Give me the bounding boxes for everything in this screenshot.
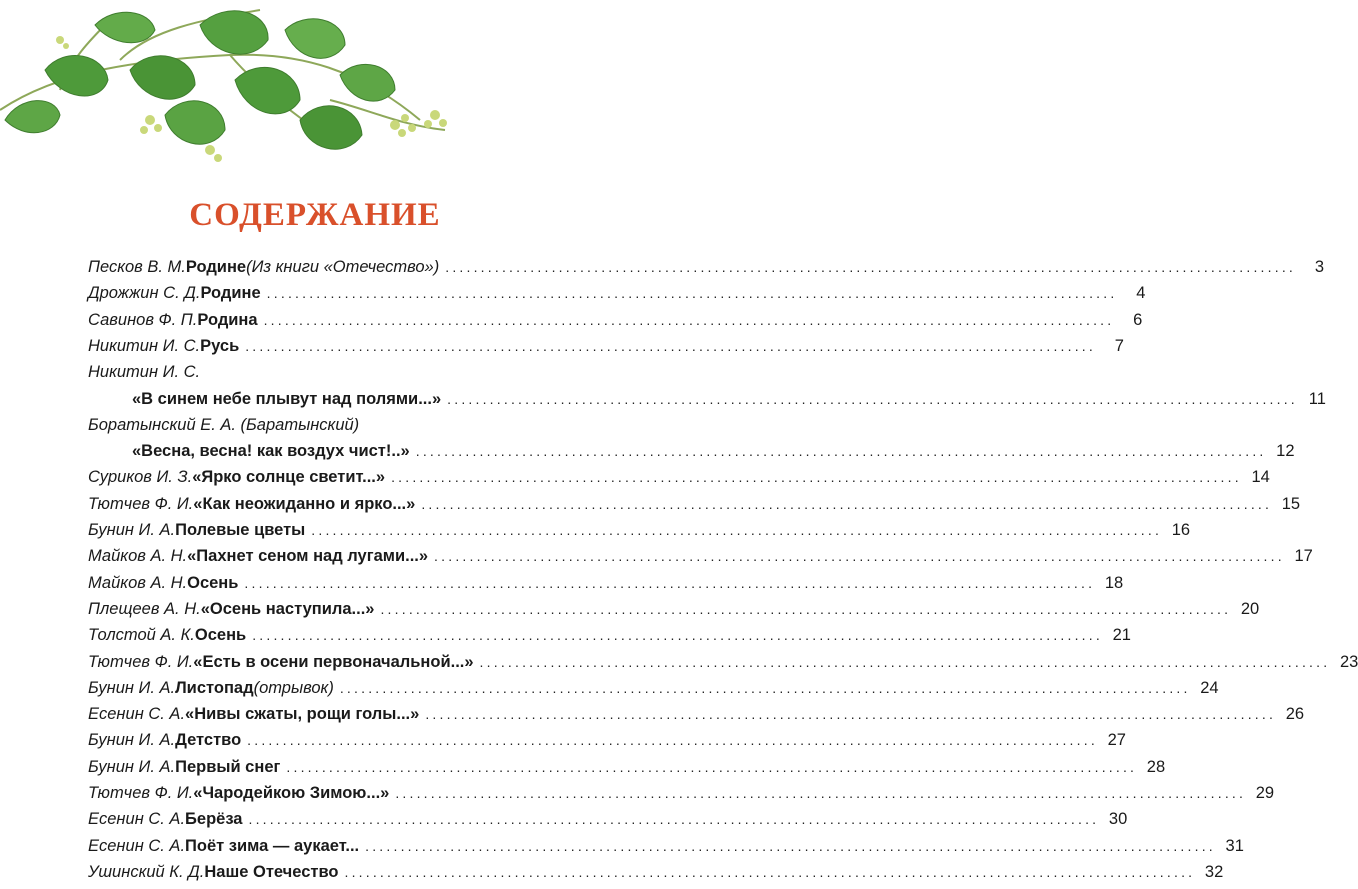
toc-entry (88, 521, 1191, 547)
dot-leader: ........................................................................................................................ (434, 548, 1285, 565)
toc-title: Русь (200, 336, 240, 355)
toc-author: Толстой А. К. (88, 626, 195, 645)
dot-leader: ........................................................................................................................ (445, 259, 1296, 275)
toc-entry (88, 284, 1146, 310)
toc-note: (Из книги «Отечество») (246, 258, 440, 276)
toc-page-number: 24 (1200, 678, 1219, 697)
toc-entry (88, 258, 1324, 284)
toc-title: «Как неожиданно и ярко...» (193, 494, 416, 513)
toc-entry (88, 705, 1305, 731)
dot-leader: ........................................................................................................................ (311, 522, 1163, 538)
toc-page-number: 16 (1171, 521, 1191, 539)
toc-title: «Весна, весна! как воздух чист!..» (132, 442, 410, 461)
toc-author: Майков А. Н. (88, 547, 188, 566)
toc-author: Есенин С. А. (88, 810, 186, 829)
toc-entry (88, 336, 1124, 363)
toc-page-number: 23 (1339, 652, 1358, 671)
toc-page-number: 21 (1112, 626, 1131, 645)
toc-title: Родина (197, 310, 258, 329)
toc-author: Боратынский Е. А. (Баратынский) (88, 415, 360, 434)
toc-page-number: 31 (1225, 836, 1244, 855)
toc-page-number: 29 (1255, 784, 1275, 802)
dot-leader: ........................................................................................................................ (421, 495, 1273, 512)
toc-entry (88, 652, 1358, 679)
toc-entry (132, 389, 1326, 416)
toc-page-number: 27 (1107, 731, 1126, 750)
toc-title: «Пахнет сеном над лугами...» (187, 547, 429, 566)
toc-page-number: 3 (1314, 258, 1324, 276)
dot-leader: ........................................................................................................................ (395, 785, 1247, 801)
toc-author: Плещеев А. Н. (88, 599, 201, 618)
toc-author: Бунин И. А. (88, 678, 176, 697)
toc-entry (88, 363, 628, 389)
toc-page-number: 4 (1136, 284, 1146, 303)
toc-entry (88, 468, 1270, 494)
toc-title: «В синем небе плывут над полями...» (132, 389, 442, 408)
toc-title: Родине (200, 284, 261, 303)
dot-leader: ........................................................................................................................ (391, 469, 1242, 486)
dot-leader: ........................................................................................................................ (248, 811, 1100, 828)
dot-leader: ........................................................................................................................ (425, 706, 1277, 723)
toc-entry (88, 678, 1219, 705)
toc-author: Бунин И. А. (88, 757, 176, 776)
toc-page-number: 6 (1133, 310, 1143, 329)
toc-author: Никитин И. С. (88, 363, 201, 382)
toc-page-number: 32 (1204, 862, 1224, 881)
toc-page-number: 14 (1251, 468, 1270, 487)
toc-author: Савинов Ф. П. (88, 310, 198, 329)
toc-entry (88, 494, 1301, 521)
toc-page-number: 15 (1281, 494, 1301, 513)
toc-page-number: 30 (1108, 810, 1128, 829)
dot-leader: ........................................................................................................................ (266, 285, 1118, 302)
dot-leader: ........................................................................................................................ (252, 627, 1103, 644)
toc-entry (88, 836, 1244, 863)
toc-title: «Осень наступила...» (200, 599, 375, 618)
toc-page-number: 7 (1114, 336, 1124, 355)
toc-title: Листопад (175, 678, 254, 697)
toc-page-number: 28 (1146, 757, 1166, 776)
toc-title: «Есть в осени первоначальной...» (193, 652, 474, 671)
toc-author: Никитин И. С. (88, 336, 201, 355)
toc-title: «Нивы сжаты, рощи голы...» (185, 705, 420, 724)
toc-title: Полевые цветы (175, 521, 306, 539)
toc-page-number: 11 (1308, 389, 1326, 408)
toc-entry (88, 599, 1260, 626)
toc-title: «Чародейкою Зимою...» (193, 784, 390, 802)
page-title: СОДЕРЖАНИЕ (189, 197, 441, 233)
toc-page-number: 17 (1294, 547, 1313, 566)
toc-entry (88, 626, 1131, 652)
dot-leader: ........................................................................................................................ (263, 311, 1115, 328)
toc-entry (88, 810, 1128, 836)
dot-leader: ........................................................................................................................ (447, 390, 1298, 407)
toc-author: Есенин С. А. (88, 705, 186, 724)
toc-title: Поёт зима — аукает... (185, 836, 360, 855)
toc-title: Берёза (185, 810, 243, 829)
dot-leader: ........................................................................................................................ (247, 732, 1098, 749)
toc-entry (88, 416, 628, 442)
toc-author: Есенин С. А. (88, 836, 186, 855)
toc-note: (отрывок) (253, 678, 334, 697)
toc-entry (88, 862, 1224, 889)
toc-title: Первый снег (175, 757, 281, 776)
dot-leader: ........................................................................................................................ (244, 574, 1096, 591)
linden-branch-icon (0, 0, 630, 180)
dot-leader: ........................................................................................................................ (339, 679, 1191, 696)
toc-entry (88, 310, 1143, 337)
toc-author: Дрожжин С. Д. (88, 284, 201, 303)
dot-leader: ........................................................................................................................ (380, 600, 1232, 617)
dot-leader: ........................................................................................................................ (415, 443, 1267, 460)
toc-entry (88, 731, 1126, 757)
toc-title: Осень (187, 573, 239, 592)
dot-leader: ........................................................................................................................ (479, 653, 1331, 670)
toc-author: Бунин И. А. (88, 521, 176, 539)
toc-author: Ушинский К. Д. (88, 862, 205, 881)
toc-entry (88, 547, 1313, 573)
toc-author: Тютчев Ф. И. (88, 494, 194, 513)
dot-leader: ........................................................................................................................ (286, 758, 1138, 775)
toc-page-number: 12 (1276, 442, 1295, 461)
toc-page-number: 20 (1240, 599, 1260, 618)
toc-author: Тютчев Ф. И. (88, 652, 194, 671)
toc-entry (88, 573, 1124, 600)
toc-title: Родине (185, 258, 247, 276)
toc-page-number: 26 (1285, 705, 1305, 724)
toc-author: Тютчев Ф. И. (88, 784, 194, 802)
toc-title: «Ярко солнце светит...» (192, 468, 386, 487)
toc-author: Суриков И. З. (88, 468, 193, 487)
toc-page-number: 18 (1104, 573, 1124, 592)
toc-title: Наше Отечество (204, 862, 339, 881)
toc-entry (132, 442, 1295, 468)
dot-leader: ........................................................................................................................ (344, 863, 1196, 880)
toc-entry (88, 784, 1275, 810)
toc-author: Майков А. Н. (88, 573, 188, 592)
toc-title: Осень (194, 626, 247, 645)
toc-author: Песков В. М. (88, 258, 186, 276)
toc-author: Бунин И. А. (88, 731, 176, 750)
dot-leader: ........................................................................................................................ (365, 837, 1216, 854)
dot-leader: ........................................................................................................................ (245, 337, 1096, 354)
toc-title: Детство (175, 731, 242, 750)
toc-entry (88, 757, 1166, 784)
